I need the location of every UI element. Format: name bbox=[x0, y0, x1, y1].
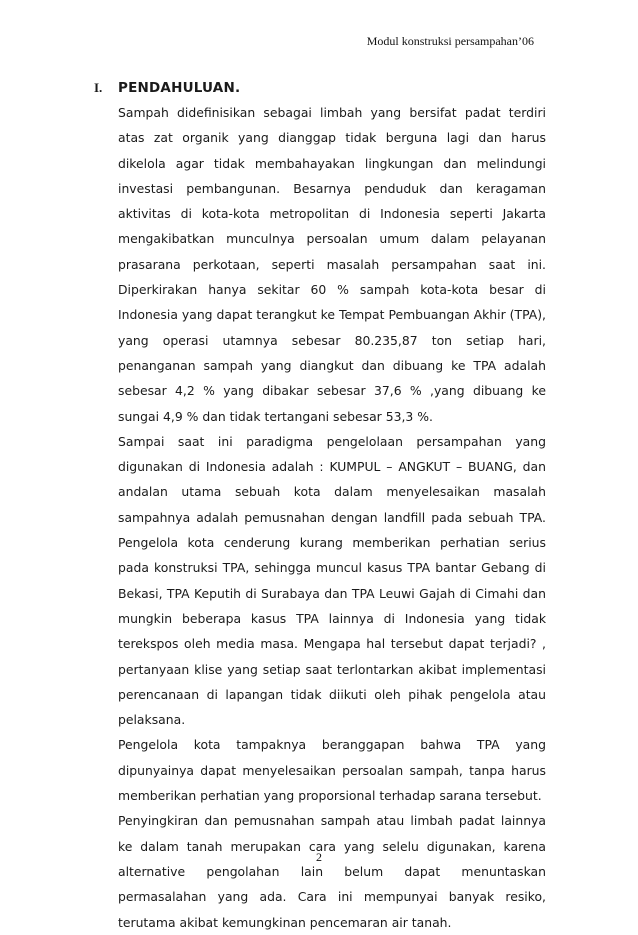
section-body bbox=[118, 100, 546, 935]
section-heading bbox=[94, 80, 546, 96]
section-pendahuluan bbox=[94, 80, 546, 935]
running-header: Modul konstruksi persampahan’06 bbox=[366, 34, 534, 48]
paragraph: Penyingkiran dan pemusnahan sampah atau limbah padat lainnya ke dalam tanah merupakan cara yang selelu digunakan, karena alternative pengolahan lain belum dapat menuntaskan permasalahan yang ada. Cara ini mempunyai banyak resiko, terutama akibat kemungkinan pencemaran air tanah. bbox=[118, 813, 546, 930]
paragraph: Pengelola kota tampaknya beranggapan bahwa TPA yang dipunyainya dapat menyelesaikan persoalan sampah, tanpa harus memberikan perhatian yang proporsional terhadap sarana tersebut. bbox=[118, 737, 546, 804]
paragraph: Sampai saat ini paradigma pengelolaan persampahan yang digunakan di Indonesia adalah : KUMPUL – ANGKUT – BUANG, dan andalan utama sebuah kota dalam menyelesaikan masalah sampahnya adalah pemusnahan dengan landfill pada sebuah TPA. Pengelola kota cenderung kurang memberikan perhatian serius pada konstruksi TPA, sehingga muncul kasus TPA bantar Gebang di Bekasi, TPA Keputih di Surabaya dan TPA Leuwi Gajah di Cimahi dan mungkin beberapa kasus TPA lainnya di Indonesia yang tidak terekspos oleh media masa. Mengapa hal tersebut dapat terjadi? , pertanyaan klise yang setiap saat terlontarkan akibat implementasi perencanaan di lapangan tidak diikuti oleh pihak pengelola atau pelaksana. bbox=[118, 433, 546, 728]
page-number: 2 bbox=[316, 850, 322, 864]
paragraph: Sampah didefinisikan sebagai limbah yang bersifat padat terdiri atas zat organik yang dianggap tidak berguna lagi dan harus dikelola agar tidak membahayakan lingkungan dan melindungi investasi pembangunan. Besarnya penduduk dan keragaman aktivitas di kota-kota metropolitan di Indonesia seperti Jakarta mengakibatkan munculnya persoalan umum dalam pelayanan prasarana perkotaan, seperti masalah persampahan saat ini. Diperkirakan hanya sekitar 60 % sampah kota-kota besar di Indonesia yang dapat terangkut ke Tempat Pembuangan Akhir (TPA), yang operasi utamnya sebesar 80.235,87 ton setiap hari, penanganan sampah yang diangkut dan dibuang ke TPA adalah sebesar 4,2 % yang dibakar sebesar 37,6 % ,yang dibuang ke sungai 4,9 % dan tidak tertangani sebesar 53,3 %. bbox=[118, 105, 546, 424]
section-title: PENDAHULUAN. bbox=[118, 80, 241, 96]
section-number: I. bbox=[94, 80, 103, 95]
